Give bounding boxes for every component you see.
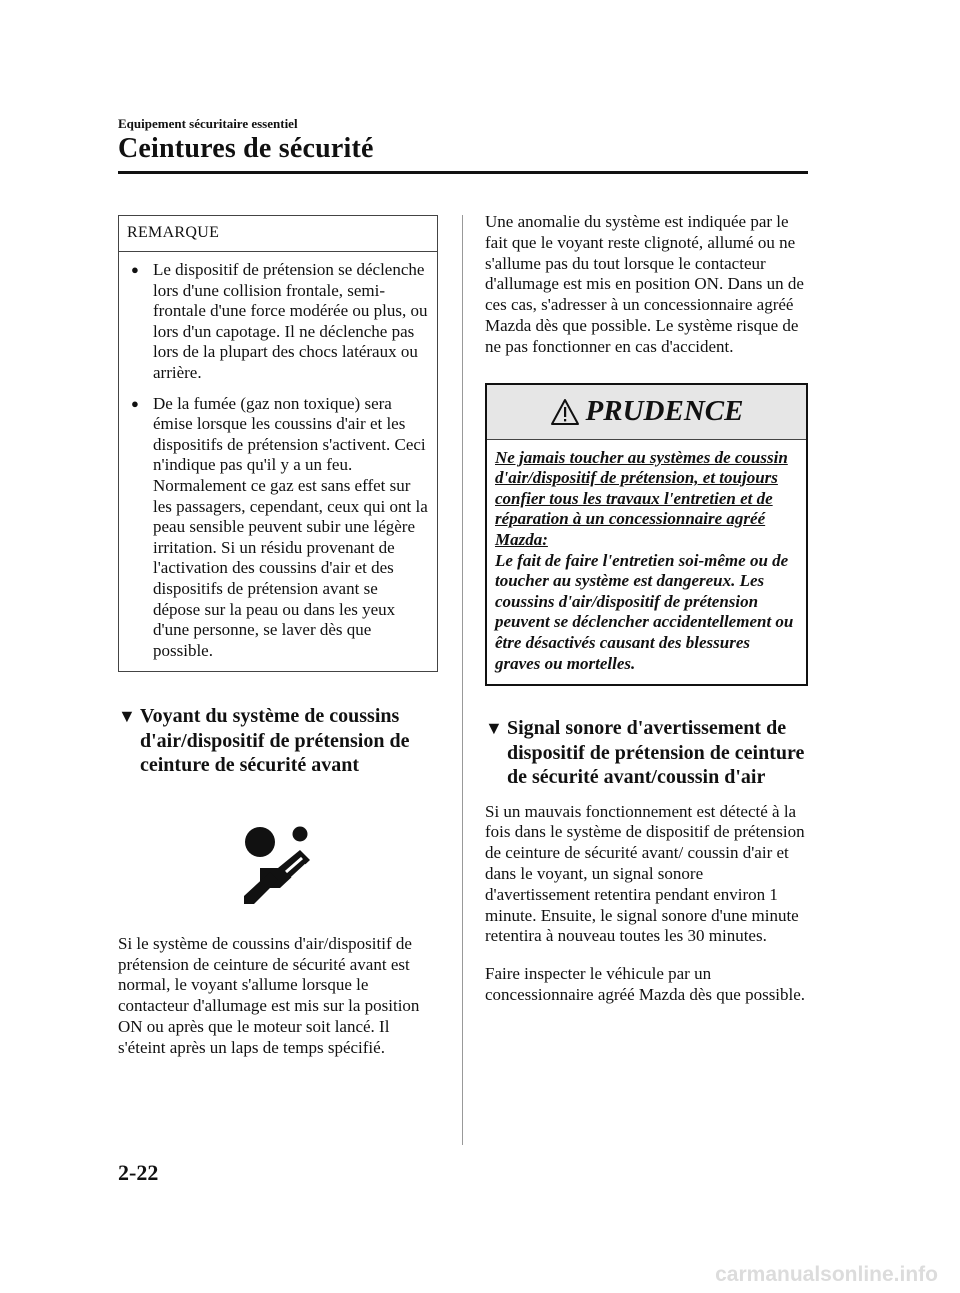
airbag-warning-icon bbox=[240, 824, 320, 904]
note-body bbox=[119, 252, 437, 671]
page-number: 2-22 bbox=[118, 1160, 159, 1185]
note-bullet bbox=[127, 394, 429, 662]
note-box bbox=[118, 215, 438, 672]
page-title: Ceintures de sécurité bbox=[118, 133, 374, 164]
right-column bbox=[485, 212, 808, 1006]
note-bullet-text: Le dispositif de prétension se déclenche lors d'une collision frontale, semi-frontale d'une force modérée ou plus, ou lors d'un capotage. Il ne déclenche pas lors de la plupart des chocs latéraux ou arrière. bbox=[153, 260, 428, 382]
warning-triangle-icon bbox=[550, 398, 580, 426]
left-column bbox=[118, 215, 438, 1059]
caution-underlined-text: Ne jamais toucher au systèmes de coussin d'air/dispositif de prétension, et toujours confier tous les travaux l'entretien et de réparation à un concessionnaire agréé Mazda: bbox=[495, 447, 788, 549]
caution-title: PRUDENCE bbox=[585, 395, 744, 428]
section-heading-text: Signal sonore d'avertissement de dispositif de prétension de ceinture de sécurité avant/coussin d'air bbox=[507, 717, 805, 789]
triangle-down-icon: ▼ bbox=[485, 718, 503, 739]
header-divider bbox=[118, 171, 808, 174]
caution-text: Le fait de faire l'entretien soi-même ou de toucher au système est dangereux. Les coussins d'air/dispositif de prétension peuvent se déclencher accidentellement ou être désactivés causant des blessures graves ou mortelles. bbox=[495, 550, 794, 673]
intro-paragraph: Une anomalie du système est indiquée par le fait que le voyant reste clignoté, allumé ou ne s'allume pas du tout lorsque le contacteur d'allumage est mis en position ON. Dans un de ces cas, s'adresser à un concessionnaire agréé Mazda dès que possible. Le système risque de ne pas fonctionner en cas d'accident. bbox=[485, 212, 804, 356]
section-heading-warning-beep bbox=[485, 716, 808, 790]
section-heading-airbag-light bbox=[118, 704, 438, 778]
section-body: Si le système de coussins d'air/dispositif de prétension de ceinture de sécurité avant est normal, le voyant s'allume lorsque le contacteur d'allumage est mis sur la position ON ou après que le moteur soit lancé. Il s'éteint après un laps de temps spécifié. bbox=[118, 933, 420, 1057]
triangle-down-icon: ▼ bbox=[118, 706, 136, 727]
caution-header bbox=[487, 385, 806, 440]
note-bullet-text: De la fumée (gaz non toxique) sera émise lorsque les coussins d'air et les dispositifs de prétension s'activent. Ceci n'indique pas qu'il y a un feu. Normalement ce gaz est sans effet sur les passagers, cependant, ceux qui ont la peau sensible peuvent subir une légère irritation. Si un résidu provenant de l'activation des coussins d'air et des dispositifs de prétension avant se dépose sur la peau ou dans les yeux d'une personne, se laver dès que possible. bbox=[153, 393, 428, 660]
bullet-icon: ● bbox=[131, 395, 139, 411]
note-heading: REMARQUE bbox=[119, 216, 437, 252]
note-bullet bbox=[127, 260, 429, 384]
column-divider bbox=[462, 215, 463, 1145]
section-heading-text: Voyant du système de coussins d'air/dispositif de prétension de ceinture de sécurité avant bbox=[140, 705, 410, 777]
caution-box bbox=[485, 383, 808, 687]
caution-body bbox=[487, 440, 806, 685]
section-label: Equipement sécuritaire essentiel bbox=[118, 116, 298, 131]
section-body-2: Faire inspecter le véhicule par un concessionnaire agréé Mazda dès que possible. bbox=[485, 964, 806, 1004]
watermark: carmanualsonline.info bbox=[715, 1263, 938, 1286]
section-body: Si un mauvais fonctionnement est détecté à la fois dans le système de dispositif de prétension de ceinture de sécurité avant/ coussin d'air et dans le voyant, un signal sonore d'avertissement retentira pendant environ 1 minute. Ensuite, le signal sonore d'une minute retentira à nouveau toutes les 30 minutes. bbox=[485, 801, 805, 946]
bullet-icon: ● bbox=[131, 262, 139, 277]
